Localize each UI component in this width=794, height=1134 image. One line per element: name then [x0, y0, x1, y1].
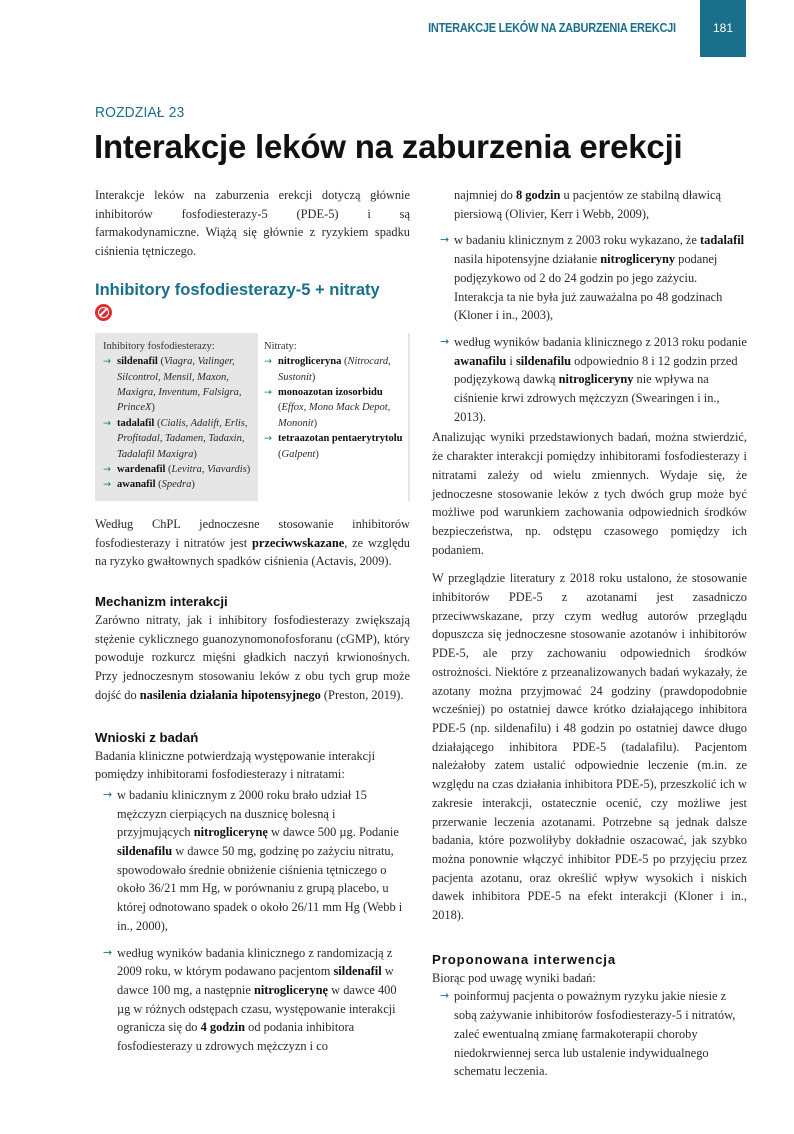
mechanism-heading: Mechanizm interakcji: [95, 593, 228, 609]
drug-item: → wardenafil (Levitra, Viavardis): [103, 462, 252, 477]
list-item: → według wyników badania klinicznego z 2013 roku podanie awanafilu i sildenafilu odpowiednio 8 i 12 godzin przed podjęzykową dawką nitrogliceryny nie wpływa na ciśnienie krwi zdrowych mężczyzn (Swearingen i in., 2013).: [432, 333, 747, 427]
drug-item: → tetraazotan pentaerytrytolu (Galpent): [264, 431, 408, 462]
contraindicated-emphasis: przeciwwskazane: [252, 535, 345, 550]
intervention-heading: Proponowana interwencja: [432, 951, 617, 967]
drug-brands: Nitrocard, Sustonit: [278, 356, 391, 383]
drug-table: [95, 333, 410, 501]
list-item: → w badaniu klinicznym z 2003 roku wykazano, że tadalafil nasila hipotensyjne działanie nitrogliceryny podanej podjęzykowo od 2 do 24 godzin po jego zażyciu. Interakcja ta nie była już zauważalna po 48 godzinach (Kloner i in., 2003),: [432, 231, 747, 325]
list-item: → poinformuj pacjenta o poważnym ryzyku jakie niesie z sobą zażywanie inhibitorów fosfodiesterazy-5 i nitratów, zaleć ewentualną zmianę farmakoterapii choroby niedokrwiennej serca lub ustalenie indywidualnego schematu leczenia.: [432, 987, 747, 1081]
drug-name: tadalafil: [117, 417, 155, 429]
drug-name: tetraazotan pentaerytrytolu: [278, 433, 403, 445]
chpl-paragraph: Według ChPL jednoczesne stosowanie inhibitorów fosfodiesterazy i nitratów jest przeciwwskazane, ze względu na ryzyko gwałtownych spadków ciśnienia (Actavis, 2009).: [95, 516, 410, 569]
running-title: INTERAKCJE LEKÓW NA ZABURZENIA EREKCJI: [427, 21, 676, 35]
drug-brands: Spedra: [161, 479, 192, 491]
mechanism-paragraph: Zarówno nitraty, jak i inhibitory fosfodiesterazy zwiększają stężenie cyklicznego guanozynomonofosforanu (cGMP), który powoduje rozkurcz mięśni gładkich naczyń krwionośnych. Przy jednoczesnym stosowaniu leków z obu tych grup może dojść do nasilenia działania hipotensyjnego (Preston, 2019).: [95, 612, 410, 702]
review-paragraph: W przeglądzie literatury z 2018 roku ustalono, że stosowanie inhibitorów PDE-5 z azotanami jest zasadniczo przeciwwskazane, przy czym według autorów przeglądu dopuszcza się jednoczesne stosowanie azotanów i inhibitorów PDE-5, ale przy zachowaniu odpowiednich środków ostrożności. Niektóre z przeanalizowanych badań wykazały, że azotany można przyjmować 24 godziny (prawdopodobnie wcześniej) po ostatniej dawce krótko działającego inhibitora PDE-5 (np. sildenafilu) i 48 godzin po ostatniej dawce długo działającego inhibitora PDE-5 (tadalafilu). Pacjentom należałoby zatem ustalić odpowiednie leczenie (m.in. ze względu na czas działania inhibitora PDE-5), przeszkolić ich w zakresie interakcji, ostatecznie ocenić, czy możliwe jest przerwanie leczenia azotanami. Potrzebne są jednak dalsze badania, które pozwoliłyby dokładnie oszacować, jak szybko można ponownie włączyć inhibitor PDE-5 po przyjęciu przez pacjenta azotanu, oraz określić wpływ wysokich i niskich dawek inhibitora PDE-5 na efekt interakcji (Kloner i in., 2018).: [432, 571, 747, 923]
chapter-title: Interakcje leków na zaburzenia erekcji: [94, 128, 683, 165]
list-item: → według wyników badania klinicznego z randomizacją z 2009 roku, w którym podawano pacjentom sildenafil w dawce 100 mg, a następnie nitroglicerynę w dawce 400 µg w różnych odstępach czasu, występowanie interakcji ogranicza się do 4 godzin od podania inhibitora fosfodiesterazy u zdrowych mężczyzn i co: [95, 944, 410, 1056]
drug-table-header: Inhibitory fosfodiesterazy:: [103, 340, 215, 352]
chapter-label: ROZDZIAŁ 23: [95, 104, 185, 121]
drug-item: → tadalafil (Cialis, Adalift, Erlis, Profitadal, Tadamen, Tadaxin, Tadalafil Maxigra): [103, 416, 252, 462]
left-column: [95, 186, 410, 1056]
prohibited-icon: [95, 304, 112, 321]
drug-brands: Levitra, Viavardis: [171, 464, 247, 476]
page-number: 181: [700, 0, 746, 57]
right-column: [432, 186, 747, 1081]
drug-name: nitrogliceryna: [278, 356, 342, 368]
intervention-intro: Biorąc pod uwagę wyniki badań:: [432, 970, 596, 985]
drug-item: → awanafil (Spedra): [103, 477, 252, 492]
drug-item: → sildenafil (Viagra, Valinger, Silcontrol, Mensil, Maxon, Maxigra, Inventum, Falsigra, PrinceX): [103, 354, 252, 416]
running-header: [391, 0, 746, 57]
drug-table-pde5-column: [95, 339, 252, 493]
analysis-paragraph: Analizując wyniki przedstawionych badań, można stwierdzić, że charakter interakcji pomiędzy inhibitorami fosfodiesterazy i nitratami zależy od wielu zmiennych. Wydaje się, że jednoczesne stosowanie leków z tych dwóch grup może być możliwe pod warunkiem zachowania odpowiednich środków bezpieczeństwa, np. odstępu czasowego pomiędzy ich podaniem.: [432, 430, 747, 557]
drug-brands: Effox, Mono Mack Depot, Mononit: [278, 402, 391, 429]
list-item-continued: najmniej do 8 godzin u pacjentów ze stabilną dławicą piersiową (Olivier, Kerr i Webb, 2009),: [454, 188, 722, 221]
drug-brands: Viagra, Valinger, Silcontrol, Mensil, Maxon, Maxigra, Inventum, Falsigra, PrinceX: [117, 356, 242, 414]
drug-table-header: Nitraty:: [264, 340, 297, 352]
conclusions-list-continued: [432, 186, 747, 223]
intro-paragraph: Interakcje leków na zaburzenia erekcji dotyczą głównie inhibitorów fosfodiesterazy-5 (PDE-5) i są farmakodynamiczne. Wiążą się głównie z ryzykiem spadku ciśnienia tętniczego.: [95, 188, 410, 259]
drug-brands: Galpent: [281, 448, 316, 460]
hypotensive-emphasis: nasilenia działania hipotensyjnego: [139, 687, 321, 702]
drug-brands: Cialis, Adalift, Erlis, Profitadal, Tadamen, Tadaxin, Tadalafil Maxigra: [117, 417, 248, 460]
drug-item: → nitrogliceryna (Nitrocard, Sustonit): [264, 354, 408, 385]
list-item: → w badaniu klinicznym z 2000 roku brało udział 15 mężczyzn cierpiących na dusznicę bolesną i przyjmujących nitroglicerynę w dawce 500 µg. Podanie sildenafilu w dawce 50 mg, godzinę po zażyciu nitratu, spowodowało średnie obniżenie ciśnienia tętniczego o około 36/21 mm Hg, w porównaniu z grupą placebo, u której odnotowano spadek o około 26/11 mm Hg (Webb i in., 2000),: [95, 786, 410, 936]
conclusions-list: [95, 786, 410, 1056]
drug-name: monoazotan izosorbidu: [278, 387, 383, 399]
drug-name: sildenafil: [117, 356, 158, 368]
section-heading-pde5-nitrates: Inhibitory fosfodiesterazy-5 + nitraty: [95, 280, 380, 299]
drug-name: wardenafil: [117, 464, 166, 476]
drug-item: → monoazotan izosorbidu (Effox, Mono Mack Depot, Mononit): [264, 385, 408, 431]
conclusions-list-more: [432, 231, 747, 426]
drug-name: awanafil: [117, 479, 156, 491]
conclusions-heading: Wnioski z badań: [95, 729, 199, 745]
drug-table-nitrates-column: [258, 333, 408, 501]
intervention-list: [432, 987, 747, 1081]
conclusions-intro: Badania kliniczne potwierdzają występowanie interakcji pomiędzy inhibitorami fosfodiesterazy i nitratami:: [95, 748, 376, 782]
